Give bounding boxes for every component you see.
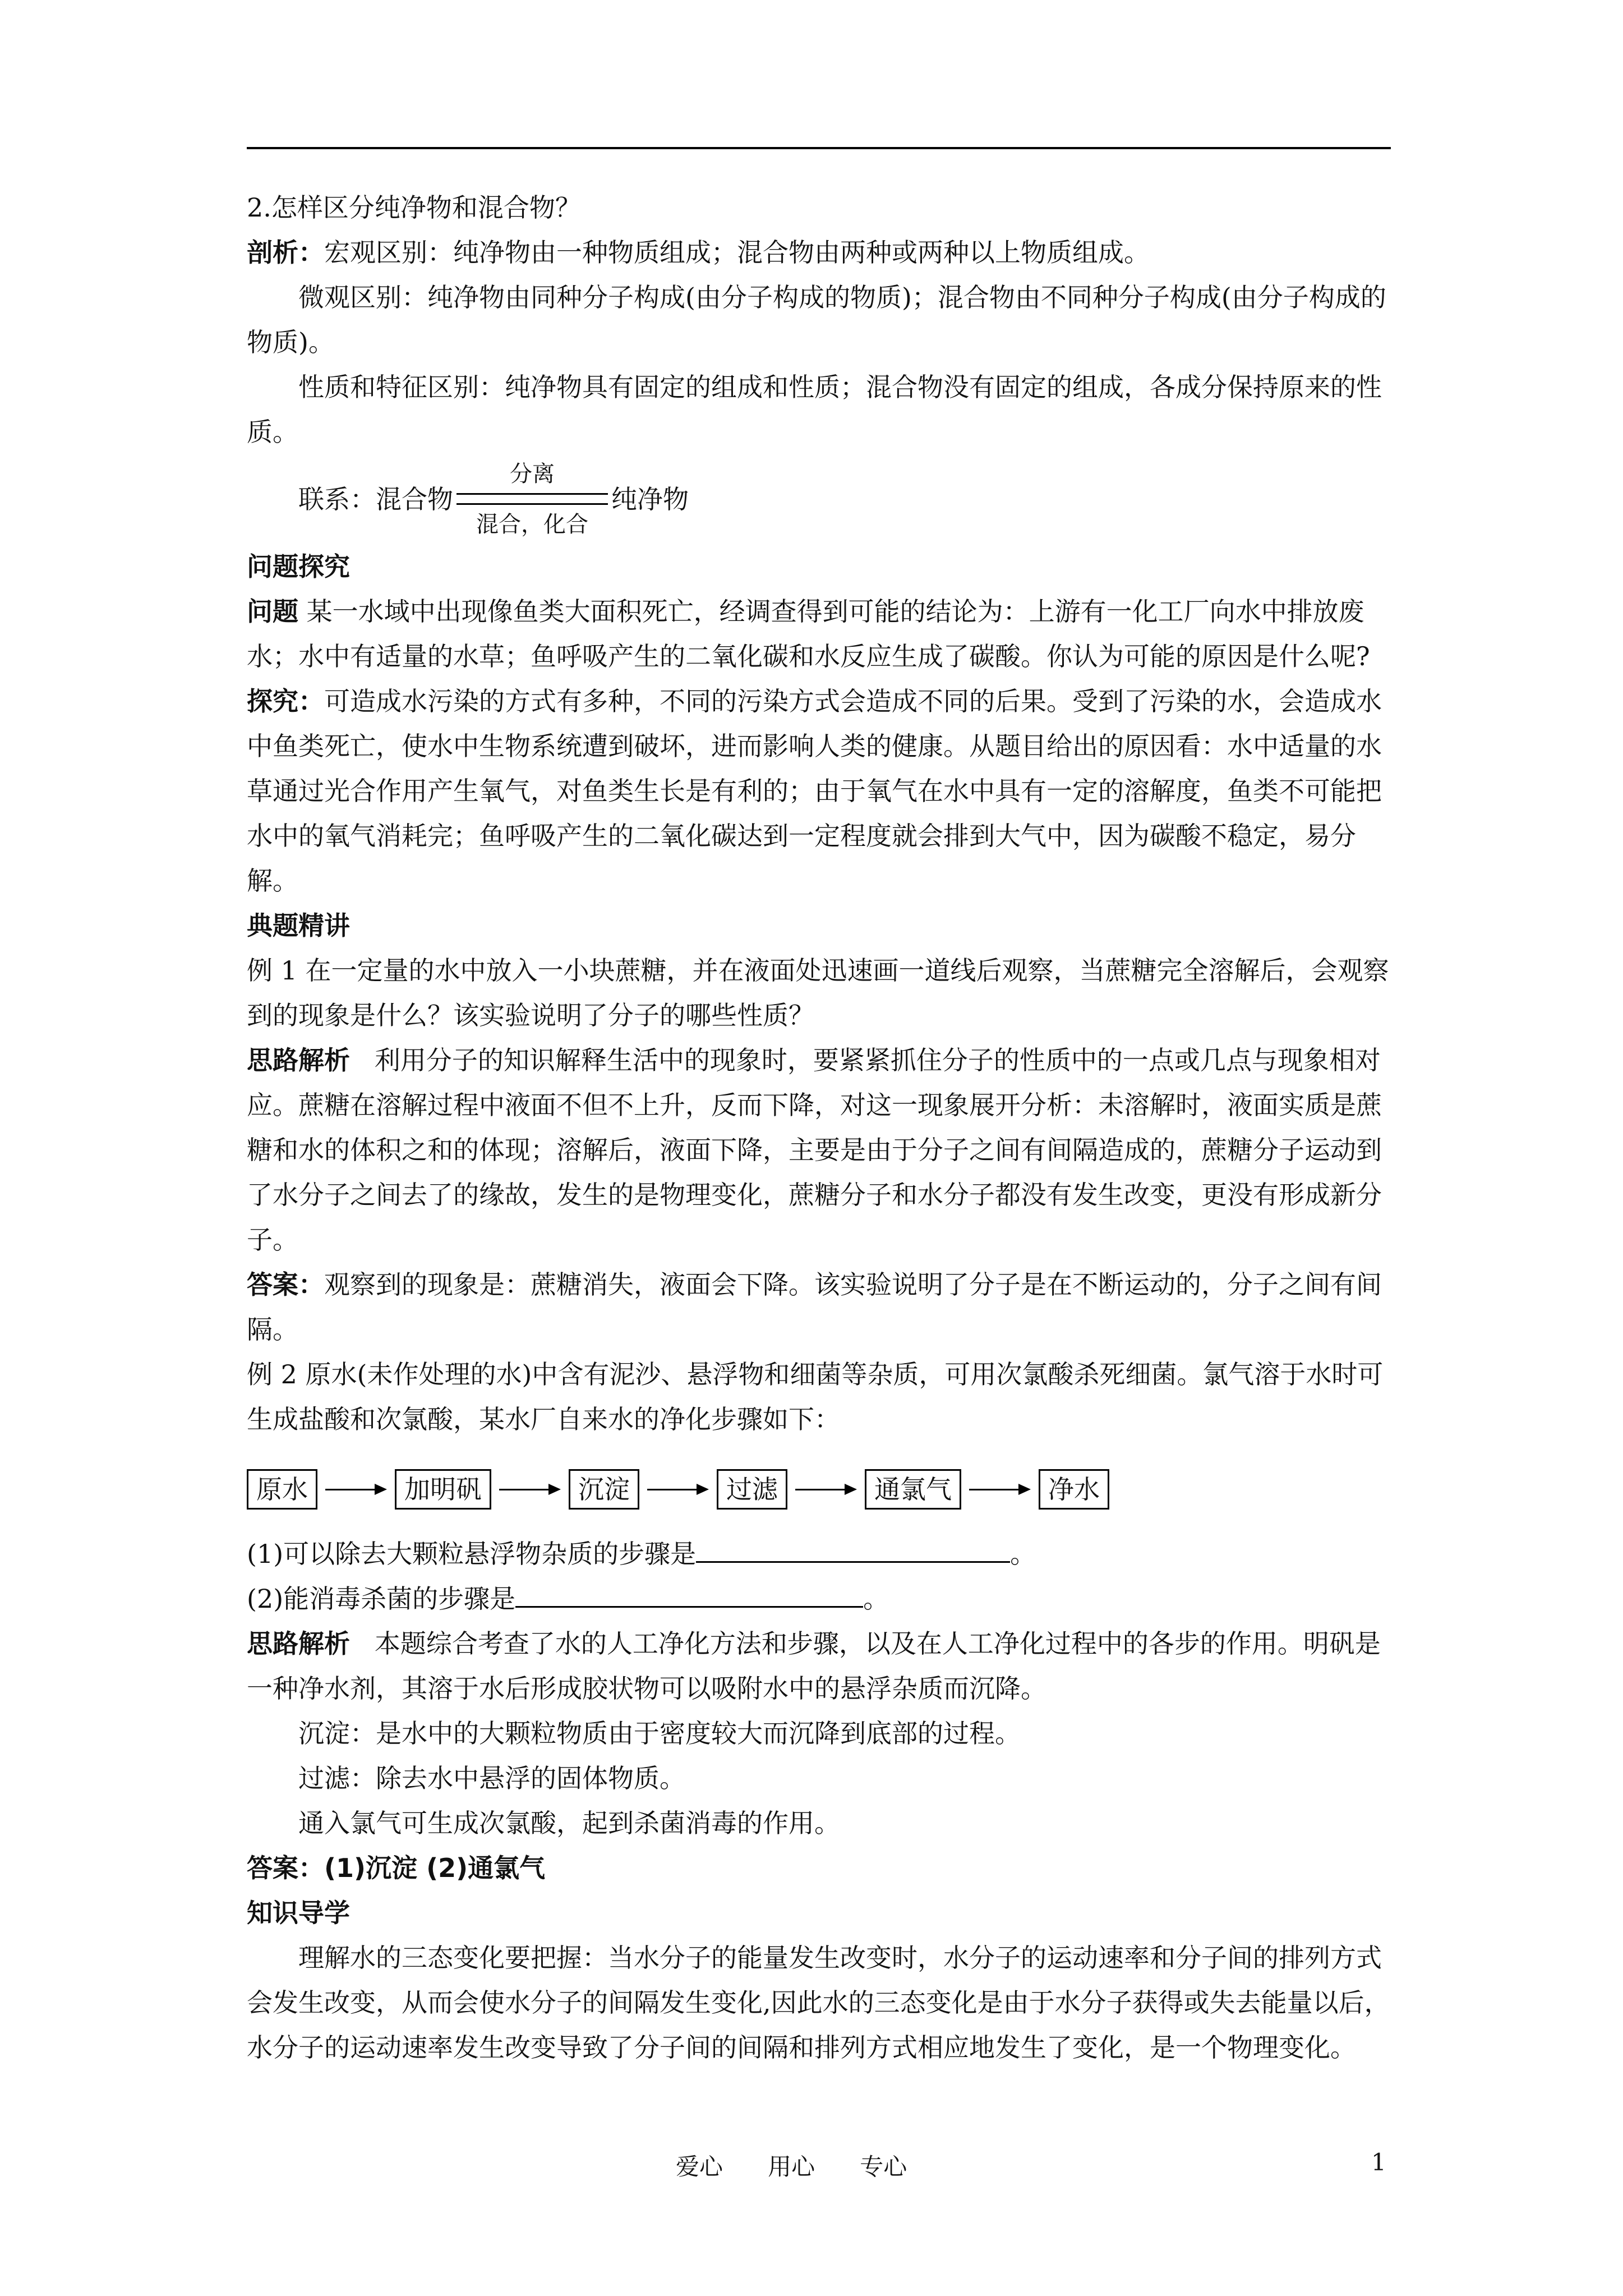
ex1-question: 例 1 在一定量的水中放入一小块蔗糖，并在液面处迅速画一道线后观察，当蔗糖完全溶解后，会观察到的现象是什么？该实验说明了分子的哪些性质？ (247, 955, 1389, 1030)
reversible-arrow (457, 457, 608, 541)
flow-arrow-icon (499, 1484, 561, 1495)
question-label: 问题 (247, 596, 298, 627)
question-text: 某一水域中出现像鱼类大面积死亡，经调查得到可能的结论为：上游有一化工厂向水中排放废水；水中有适量的水草；鱼呼吸产生的二氧化碳和水反应生成了碳酸。你认为可能的原因是什么呢? (247, 596, 1370, 671)
inquiry-question (247, 589, 1391, 679)
ex2-sub1-text: (1)可以除去大颗粒悬浮物杂质的步骤是 (247, 1539, 697, 1569)
purification-flow (247, 1447, 1391, 1531)
flow-step-raw-water: 原水 (247, 1469, 317, 1510)
ex1-answer-text: 观察到的现象是：蔗糖消失，液面会下降。该实验说明了分子是在不断运动的，分子之间有间隔。 (247, 1269, 1382, 1345)
q2-title: 2.怎样区分纯净物和混合物？ (247, 192, 581, 223)
guide-text: 理解水的三态变化要把握：当水分子的能量发生改变时，水分子的运动速率和分子间的排列方式会发生改变，从而会使水分子的间隔发生变化,因此水的三态变化是由于水分子获得或失去能量以后，水分子的运动速率发生改变导致了分子间的间隔和排列方式相应地发生了变化，是一个物理变化。 (247, 1943, 1390, 2063)
flow-arrow-icon (969, 1484, 1031, 1495)
arrow-line-top (457, 493, 608, 495)
ex1-analysis-text: 利用分子的知识解释生活中的现象时，要紧紧抓住分子的性质中的一点或几点与现象相对应。蔗糖在溶解过程中液面不但不上升，反而下降，对这一现象展开分析：未溶解时，液面实质是蔗糖和水的体积之和的体现；溶解后，液面下降，主要是由于分子之间有间隔造成的，蔗糖分子运动到了水分子之间去了的缘故，发生的是物理变化，蔗糖分子和水分子都没有发生改变，更没有形成新分子。 (247, 1045, 1382, 1255)
ex2-analysis-text: 本题综合考查了水的人工净化方法和步骤，以及在人工净化过程中的各步的作用。明矾是一种净水剂，其溶于水后形成胶状物可以吸附水中的悬浮杂质而沉降。 (247, 1628, 1381, 1704)
inquiry-heading: 问题探究 (247, 551, 350, 582)
header-rule (247, 147, 1391, 149)
ex2-filter: 过滤：除去水中悬浮的固体物质。 (298, 1763, 685, 1793)
ex2-answer-text: (1)沉淀 (2)通氯气 (324, 1853, 546, 1883)
ex2-settle: 沉淀：是水中的大颗粒物质由于密度较大而沉降到底部的过程。 (298, 1718, 1021, 1749)
flow-step-alum: 加明矾 (395, 1469, 491, 1510)
q2-link-relation (247, 454, 1391, 544)
arrow-top-label: 分离 (510, 461, 555, 487)
ex2-question: 例 2 原水(未作处理的水)中含有泥沙、悬浮物和细菌等杂质，可用次氯酸杀死细菌。氯气溶于水时可生成盐酸和次氯酸，某水厂自来水的净化步骤如下： (247, 1359, 1384, 1434)
ex1-analysis-label: 思路解析 (247, 1045, 350, 1075)
ex1-analysis (247, 1038, 1391, 1262)
ex2-sub2 (247, 1576, 1391, 1621)
q2-analysis-micro: 微观区别：纯净物由同种分子构成(由分子构成的物质)；混合物由不同种分子构成(由分子构成的物质)。 (247, 282, 1386, 357)
ex2-answer (247, 1846, 1391, 1890)
ex2-analysis (247, 1621, 1391, 1711)
link-end: 纯净物 (611, 484, 689, 514)
analysis-label: 剖析： (247, 237, 324, 268)
q2-analysis-property: 性质和特征区别：纯净物具有固定的组成和性质；混合物没有固定的组成，各成分保持原来的性质。 (247, 372, 1382, 447)
inquiry-explore (247, 679, 1391, 903)
analysis-macro-text: 宏观区别：纯净物由一种物质组成；混合物由两种或两种以上物质组成。 (324, 237, 1150, 268)
ex2-sub2-blank[interactable] (515, 1578, 863, 1608)
ex2-answer-label: 答案： (247, 1853, 324, 1883)
ex2-sub2-end: 。 (863, 1584, 889, 1614)
arrow-bottom-label: 混合，化合 (476, 512, 588, 537)
ex2-sub1-blank[interactable] (696, 1533, 1010, 1563)
ex2-sub2-text: (2)能消毒杀菌的步骤是 (247, 1584, 516, 1614)
document-body (247, 185, 1391, 2070)
explore-label: 探究： (247, 686, 324, 716)
flow-step-filter: 过滤 (717, 1469, 787, 1510)
flow-step-clean-water: 净水 (1039, 1469, 1109, 1510)
flow-step-chlorine: 通氯气 (865, 1469, 961, 1510)
flow-step-settle: 沉淀 (569, 1469, 639, 1510)
page-number: 1 (1371, 2148, 1386, 2176)
q2-analysis-macro (247, 230, 1391, 275)
ex1-answer-label: 答案： (247, 1269, 324, 1300)
ex1-answer (247, 1262, 1391, 1352)
flow-arrow-icon (325, 1484, 387, 1495)
guide-heading: 知识导学 (247, 1898, 350, 1928)
arrow-line-bottom (457, 503, 608, 505)
examples-heading: 典题精讲 (247, 910, 350, 941)
flow-arrow-icon (795, 1484, 857, 1495)
ex2-sub1 (247, 1531, 1391, 1576)
ex2-sub1-end: 。 (1010, 1539, 1036, 1569)
ex2-chlorine: 通入氯气可生成次氯酸，起到杀菌消毒的作用。 (298, 1808, 840, 1838)
ex2-analysis-label: 思路解析 (247, 1628, 350, 1659)
link-label: 联系：混合物 (298, 484, 453, 514)
footer-motto: 爱心 用心 专心 (676, 2153, 907, 2180)
flow-arrow-icon (647, 1484, 709, 1495)
explore-text: 可造成水污染的方式有多种，不同的污染方式会造成不同的后果。受到了污染的水，会造成水中鱼类死亡，使水中生物系统遭到破坏，进而影响人类的健康。从题目给出的原因看：水中适量的水草通过光合作用产生氧气，对鱼类生长是有利的；由于氧气在水中具有一定的溶解度，鱼类不可能把水中的氧气消耗完；鱼呼吸产生的二氧化碳达到一定程度就会排到大气中，因为碳酸不稳定，易分解。 (247, 686, 1382, 896)
